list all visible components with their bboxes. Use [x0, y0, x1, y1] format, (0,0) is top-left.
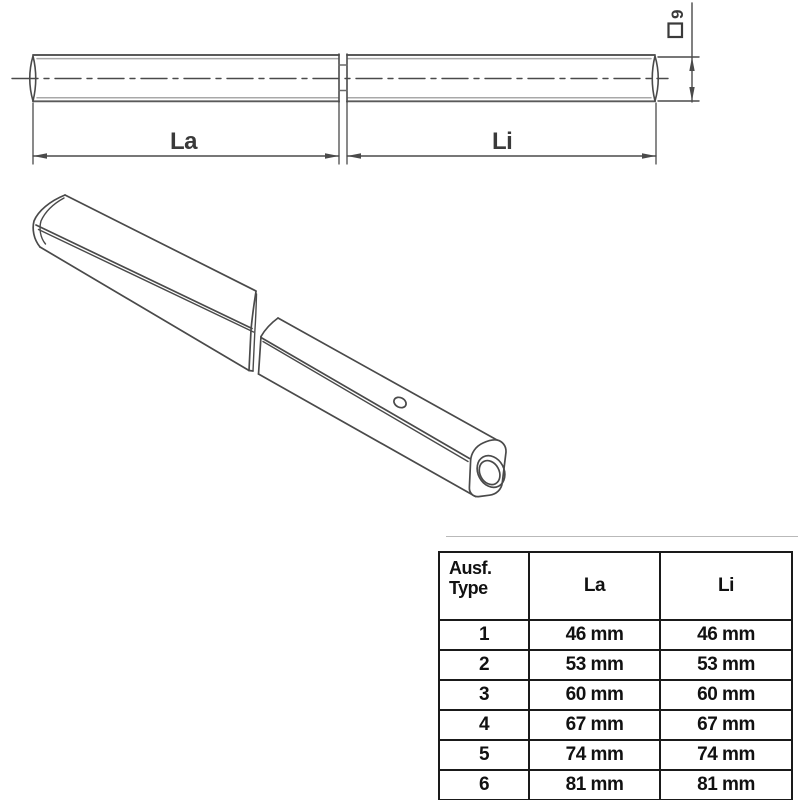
cell-la: 53 mm	[529, 650, 660, 680]
li-label: Li	[492, 128, 513, 155]
dimension-la	[33, 128, 339, 159]
cell-li: 67 mm	[660, 710, 792, 740]
top-face-hole	[392, 395, 408, 409]
table-row	[439, 740, 792, 770]
table-row	[439, 650, 792, 680]
la-label: La	[170, 128, 198, 155]
cell-type: 1	[439, 620, 529, 650]
iso-end-face	[469, 440, 506, 497]
cell-li: 53 mm	[660, 650, 792, 680]
arrow-left-icon	[347, 153, 361, 158]
iso-view	[33, 195, 510, 497]
header-type	[439, 552, 529, 620]
dimension-li	[347, 128, 656, 159]
arrow-left-icon	[33, 153, 47, 158]
header-la: La	[529, 552, 660, 620]
divider-rule	[446, 536, 798, 537]
cell-type: 4	[439, 710, 529, 740]
arrow-right-icon	[642, 153, 656, 158]
dimension-square-9	[658, 3, 699, 102]
table-row	[439, 620, 792, 650]
cell-li: 74 mm	[660, 740, 792, 770]
cell-la: 60 mm	[529, 680, 660, 710]
header-type-line1: Ausf.	[449, 558, 492, 578]
iso-outer-half	[33, 195, 256, 371]
square-section-icon	[669, 24, 683, 38]
cell-la: 81 mm	[529, 770, 660, 800]
cell-la: 46 mm	[529, 620, 660, 650]
spec-table	[438, 551, 793, 800]
cell-type: 2	[439, 650, 529, 680]
cell-li: 46 mm	[660, 620, 792, 650]
header-type-line2: Type	[449, 578, 488, 598]
cell-li: 60 mm	[660, 680, 792, 710]
table-row	[439, 770, 792, 800]
cell-la: 74 mm	[529, 740, 660, 770]
cell-type: 5	[439, 740, 529, 770]
arrow-down-icon	[689, 87, 694, 101]
table-header-row	[439, 552, 792, 620]
header-li: Li	[660, 552, 792, 620]
arrow-right-icon	[325, 153, 339, 158]
square-size-label: 9	[668, 9, 687, 19]
top-view	[12, 3, 699, 164]
cell-type: 6	[439, 770, 529, 800]
iso-inner-half	[259, 318, 511, 497]
cell-li: 81 mm	[660, 770, 792, 800]
cell-la: 67 mm	[529, 710, 660, 740]
arrow-up-icon	[689, 57, 694, 71]
table-row	[439, 710, 792, 740]
table-row	[439, 680, 792, 710]
cell-type: 3	[439, 680, 529, 710]
